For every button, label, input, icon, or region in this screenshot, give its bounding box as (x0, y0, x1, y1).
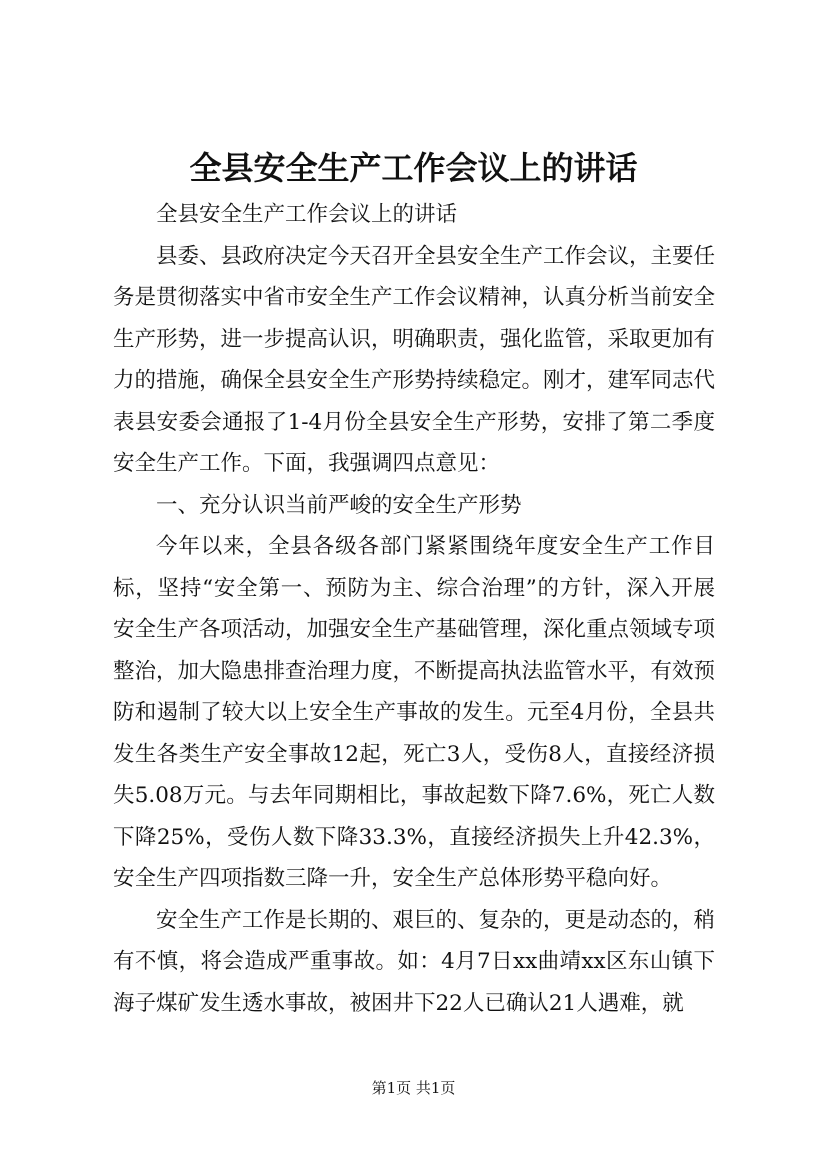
paragraph-situation: 今年以来，全县各级各部门紧紧围绕年度安全生产工作目标，坚持“安全第一、预防为主、综合治理”的方针，深入开展安全生产各项活动，加强安全生产基础管理，深化重点领域专项整治，加大隐患排查治理力度，不断提高执法监管水平，有效预防和遏制了较大以上安全生产事故的发生。元至4月份，全县共发生各类生产安全事故12起，死亡3人，受伤8人，直接经济损失5.08万元。与去年同期相比，事故起数下降7.6%，死亡人数下降25%，受伤人数下降33.3%，直接经济损失上升42.3%，安全生产四项指数三降一升，安全生产总体形势平稳向好。 (113, 534, 716, 891)
paragraph-intro: 县委、县政府决定今天召开全县安全生产工作会议，主要任务是贯彻落实中省市安全生产工作会议精神，认真分析当前安全生产形势，进一步提高认识，明确职责，强化监管，采取更加有力的措施，确保全县安全生产形势持续稳定。刚才，建军同志代表县安委会通报了1-4月份全县安全生产形势，安排了第二季度安全生产工作。下面，我强调四点意见： (113, 243, 716, 476)
page-number-footer: 第1页 共1页 (371, 1079, 456, 1097)
paragraph-warning: 安全生产工作是长期的、艰巨的、复杂的，更是动态的，稍有不慎，将会造成严重事故。如：4月7日xx曲靖xx区东山镇下海子煤矿发生透水事故，被困井下22人已确认21人遇难，就 (113, 907, 716, 1016)
document-body (113, 194, 715, 1024)
paragraph-section-heading: 一、充分认识当前严峻的安全生产形势 (156, 492, 522, 518)
document-title: 全县安全生产工作会议上的讲话 (189, 149, 638, 187)
paragraph-subtitle: 全县安全生产工作会议上的讲话 (156, 202, 458, 227)
